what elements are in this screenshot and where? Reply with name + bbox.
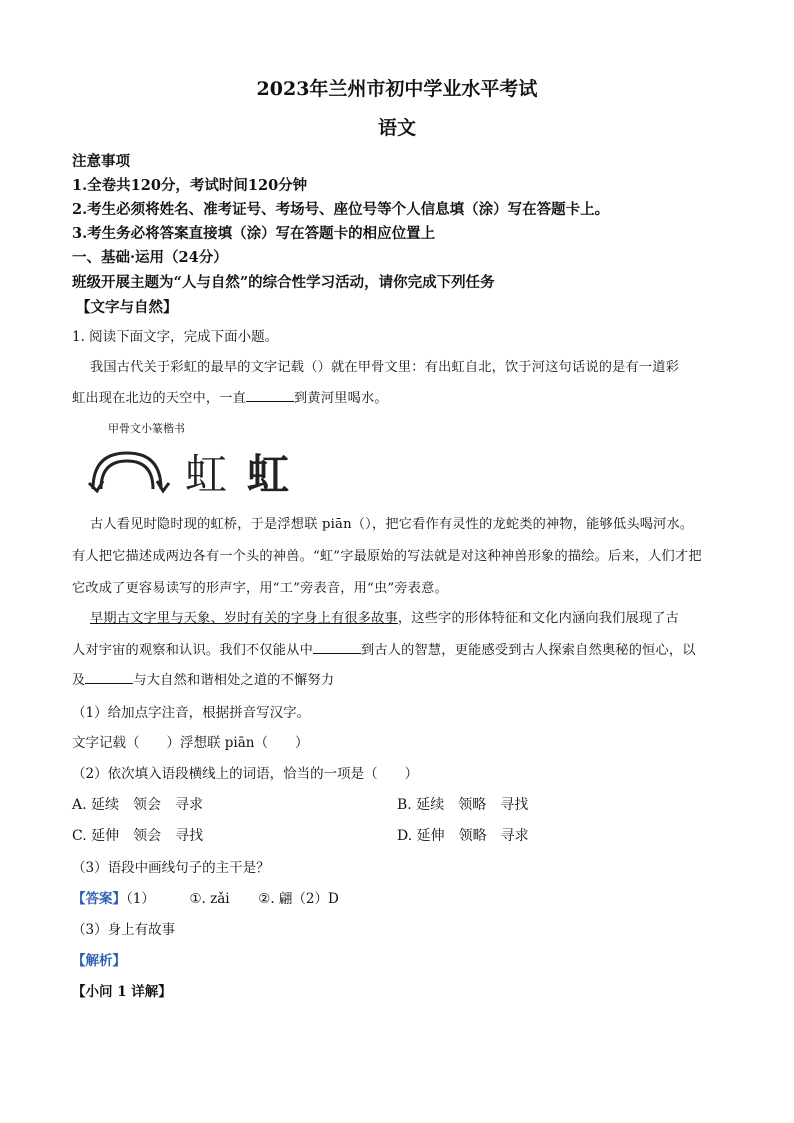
question-stem: 1. 阅读下面文字，完成下面小题。 bbox=[72, 329, 279, 345]
sub-question-1: （1）给加点字注音，根据拼音写汉字。 bbox=[72, 705, 311, 721]
notes-heading: 注意事项 bbox=[72, 153, 130, 170]
seal-script-glyph: 虹 bbox=[185, 450, 228, 499]
answer-text: . zǎi bbox=[201, 891, 230, 907]
answer-line-1 bbox=[72, 887, 339, 907]
passage-text: 到黄河里喝水。 bbox=[294, 391, 388, 406]
section-bracket: 【文字与自然】 bbox=[76, 299, 178, 316]
analysis-tag: 【解析】 bbox=[72, 953, 126, 969]
sub-question-2: （2）依次填入语段横线上的词语，恰当的一项是（ ） bbox=[72, 766, 419, 782]
passage-text: 人对宇宙的观察和认识。我们不仅能从中 bbox=[72, 643, 313, 658]
passage-line-8 bbox=[72, 669, 334, 688]
passage-line-3: 古人看见时隐时现的虹桥，于是浮想联 piān（），把它看作有灵性的龙蛇类的神物，能够低头喝河水。 bbox=[90, 517, 694, 532]
answer-text: （1） bbox=[126, 891, 155, 907]
passage-line-4: 有人把它描述成两边各有一个头的神兽。“虹”字最原始的写法就是对这种神兽形象的描绘。后来，人们才把 bbox=[72, 549, 702, 564]
fill-blank-3 bbox=[85, 671, 133, 684]
answer-tag: 【答案】 bbox=[72, 891, 126, 907]
passage-line-7 bbox=[72, 639, 696, 658]
passage-text: ，这些字的形体特征和文化内涵向我们展现了古 bbox=[397, 611, 680, 626]
answer-circle-2: ② bbox=[258, 891, 271, 907]
oracle-bone-rainbow-icon bbox=[89, 453, 169, 491]
passage-text: 虹出现在北边的天空中，一直 bbox=[72, 391, 247, 406]
passage-line-1: 我国古代关于彩虹的最早的文字记载（）就在甲骨文里：有出虹自北，饮于河这句话说的是有一道彩 bbox=[90, 360, 680, 375]
answer-circle-1: ① bbox=[189, 891, 202, 907]
passage-line-5: 它改成了更容易读写的形声字，用“工”旁表音，用“虫”旁表意。 bbox=[72, 581, 448, 596]
detail-heading: 【小问 1 详解】 bbox=[72, 984, 172, 1000]
rainbow-glyphs-figure bbox=[85, 443, 315, 499]
answer-line-2: （3）身上有故事 bbox=[72, 922, 176, 938]
note-item-3: 3.考生务必将答案直接填（涂）写在答题卡的相应位置上 bbox=[72, 225, 436, 242]
subject-title: 语文 bbox=[377, 117, 416, 139]
figure-caption: 甲骨文小篆楷书 bbox=[108, 422, 185, 435]
passage-text: 及 bbox=[72, 673, 86, 688]
option-d: D. 延伸 领略 寻求 bbox=[397, 828, 529, 844]
passage-text: 到古人的智慧，更能感受到古人探索自然奥秘的恒心，以 bbox=[360, 643, 696, 658]
underlined-sentence: 早期古文字里与天象、岁时有关的字身上有很多故事 bbox=[90, 611, 398, 626]
passage-line-6 bbox=[90, 607, 679, 626]
passage-text: 与大自然和谐相处之道的不懈努力 bbox=[133, 673, 335, 688]
option-b: B. 延续 领略 寻找 bbox=[397, 797, 529, 813]
fill-blank-2 bbox=[313, 641, 361, 654]
sub-question-1-blanks: 文字记载（ ）浮想联 piān（ ） bbox=[72, 735, 309, 751]
sub-question-3: （3）语段中画线句子的主干是？ bbox=[72, 860, 270, 876]
answer-text: . 翩（2）D bbox=[270, 891, 339, 907]
section-intro: 班级开展主题为“人与自然”的综合性学习活动，请你完成下列任务 bbox=[72, 274, 495, 291]
regular-script-glyph: 虹 bbox=[247, 450, 290, 499]
page-title: 2023年兰州市初中学业水平考试 bbox=[256, 78, 538, 100]
section-heading: 一、基础·运用（24分） bbox=[72, 249, 228, 266]
passage-line-2 bbox=[72, 387, 388, 406]
option-c: C. 延伸 领会 寻找 bbox=[72, 828, 204, 844]
note-item-1: 1.全卷共120分，考试时间120分钟 bbox=[72, 177, 308, 194]
fill-blank-1 bbox=[246, 389, 294, 402]
note-item-2: 2.考生必须将姓名、准考证号、考场号、座位号等个人信息填（涂）写在答题卡上。 bbox=[72, 201, 610, 218]
option-a: A. 延续 领会 寻求 bbox=[72, 797, 204, 813]
